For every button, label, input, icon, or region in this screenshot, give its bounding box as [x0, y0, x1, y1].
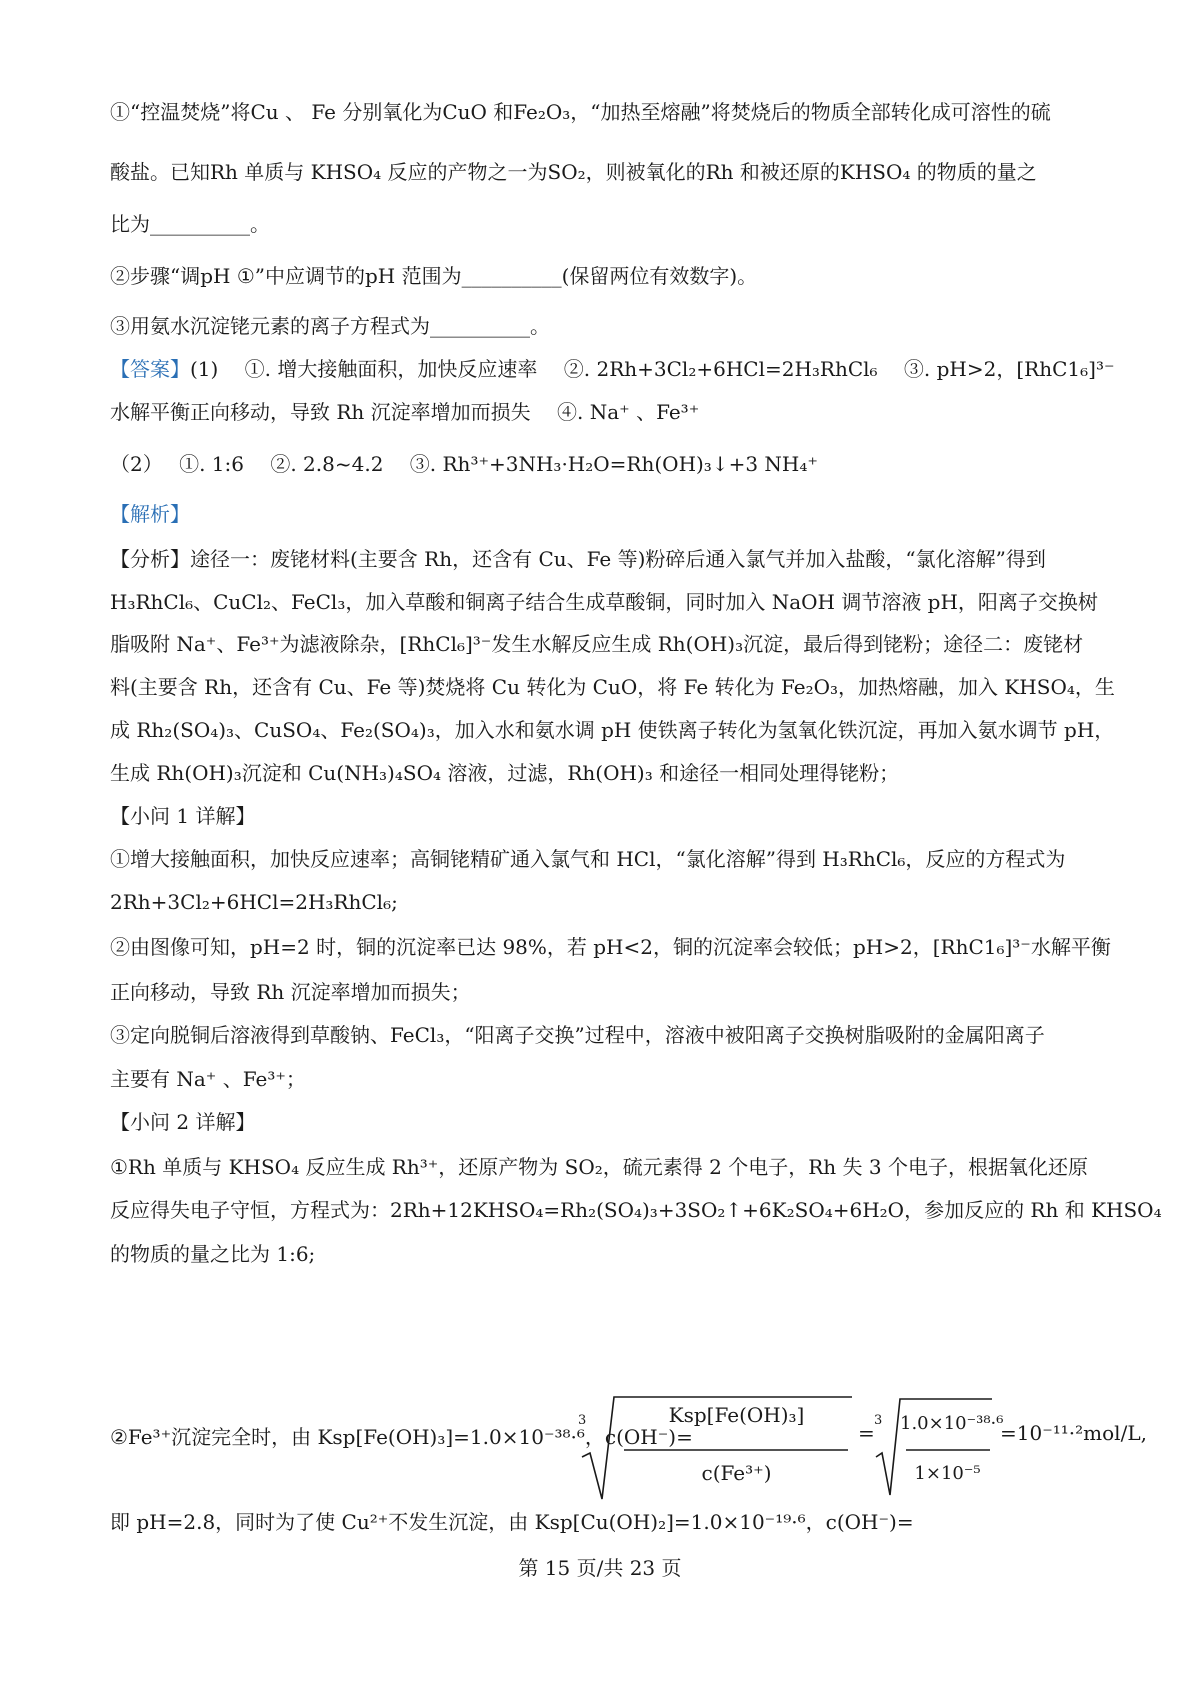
- analysis-line2: H₃RhCl₆、CuCl₂、FeCl₃，加入草酸和铜离子结合生成草酸铜，同时加入 NaOH 调节溶液 pH，阳离子交换树: [110, 590, 1098, 614]
- analysis-line1: 【分析】途径一：废铑材料(主要含 Rh，还含有 Cu、Fe 等)粉碎后通入氯气并加入盐酸，“氯化溶解”得到: [110, 547, 1046, 571]
- analysis-line3: 脂吸附 Na⁺、Fe³⁺为滤液除杂，[RhCl₆]³⁻发生水解反应生成 Rh(OH)₃沉淀，最后得到铑粉；途径二：废铑材: [110, 632, 1084, 656]
- analysis-line5: 成 Rh₂(SO₄)₃、CuSO₄、Fe₂(SO₄)₃，加入水和氨水调 pH 使铁离子转化为氢氧化铁沉淀，再加入氨水调节 pH，: [110, 718, 1115, 742]
- fraction-1-denominator: c(Fe³⁺): [701, 1461, 772, 1485]
- answer-line1: (1) ①. 增大接触面积，加快反应速率 ②. 2Rh+3Cl₂+6HCl=2H₃RhCl₆ ③. pH>2，[RhC1₆]³⁻: [190, 357, 1115, 381]
- fraction-2-denominator: 1×10⁻⁵: [914, 1463, 981, 1484]
- q2-p1-line1: ①“控温焚烧”将Cu 、 Fe 分别氧化为CuO 和Fe₂O₃，“加热至熔融”将焚烧后的物质全部转化成可溶性的硫: [110, 100, 1051, 124]
- q2-p2: ②步骤“调pH ①”中应调节的pH 范围为__________(保留两位有效数字)。: [110, 264, 758, 288]
- s2-line3: 的物质的量之比为 1:6;: [110, 1242, 316, 1266]
- s2-line1: ①Rh 单质与 KHSO₄ 反应生成 Rh³⁺，还原产物为 SO₂，硫元素得 2 个电子，Rh 失 3 个电子，根据氧化还原: [110, 1155, 1088, 1179]
- answer-line2: 水解平衡正向移动，导致 Rh 沉淀率增加而损失 ④. Na⁺ 、Fe³⁺: [110, 400, 700, 424]
- formula-equals: =: [858, 1421, 875, 1445]
- s1-line4: 正向移动，导致 Rh 沉淀率增加而损失；: [110, 980, 471, 1004]
- q2-p1-line3: 比为__________。: [110, 212, 270, 236]
- analysis-line4: 料(主要含 Rh，还含有 Cu、Fe 等)焚烧将 Cu 转化为 CuO，将 Fe 转化为 Fe₂O₃，加热熔融，加入 KHSO₄，生: [110, 675, 1115, 699]
- answer-line3: （2） ①. 1:6 ②. 2.8~4.2 ③. Rh³⁺+3NH₃·H₂O=Rh(OH)₃↓+3 NH₄⁺: [110, 452, 818, 476]
- q2-p3: ③用氨水沉淀铑元素的离子方程式为__________。: [110, 314, 550, 338]
- root-index-2: 3: [874, 1413, 883, 1428]
- s1-line3: ②由图像可知，pH=2 时，铜的沉淀率已达 98%，若 pH<2，铜的沉淀率会较低；pH>2，[RhC1₆]³⁻水解平衡: [110, 935, 1111, 959]
- analysis-label: 【解析】: [110, 502, 190, 526]
- fraction-2-numerator: 1.0×10⁻³⁸·⁶: [900, 1413, 1004, 1434]
- root-index-1: 3: [578, 1413, 587, 1428]
- s1-line5: ③定向脱铜后溶液得到草酸钠、FeCl₃，“阳离子交换”过程中，溶液中被阳离子交换树脂吸附的金属阳离子: [110, 1023, 1045, 1047]
- answer-label: 【答案】: [110, 357, 190, 381]
- formula-result: =10⁻¹¹·²mol/L,: [1000, 1421, 1147, 1445]
- fraction-1-numerator: Ksp[Fe(OH)₃]: [668, 1403, 805, 1427]
- s1-line1: ①增大接触面积，加快反应速率；高铜铑精矿通入氯气和 HCl，“氯化溶解”得到 H₃RhCl₆，反应的方程式为: [110, 847, 1066, 871]
- s1-line6: 主要有 Na⁺ 、Fe³⁺；: [110, 1067, 306, 1091]
- formula-prefix: ②Fe³⁺沉淀完全时，由 Ksp[Fe(OH)₃]=1.0×10⁻³⁸·⁶，c(OH⁻)=: [110, 1425, 693, 1449]
- s2-line2: 反应得失电子守恒，方程式为：2Rh+12KHSO₄=Rh₂(SO₄)₃+3SO₂↑+6K₂SO₄+6H₂O，参加反应的 Rh 和 KHSO₄: [110, 1198, 1162, 1222]
- subquestion-2-title: 【小问 2 详解】: [110, 1110, 256, 1134]
- ksp-formula: [110, 1395, 1147, 1510]
- subquestion-1-title: 【小问 1 详解】: [110, 804, 256, 828]
- page-footer: 第 15 页/共 23 页: [518, 1556, 682, 1580]
- q2-p1-line2: 酸盐。已知Rh 单质与 KHSO₄ 反应的产物之一为SO₂，则被氧化的Rh 和被还原的KHSO₄ 的物质的量之: [110, 160, 1037, 184]
- radical-sign-2: [874, 1395, 1004, 1505]
- s2-line4: 即 pH=2.8，同时为了使 Cu²⁺不发生沉淀，由 Ksp[Cu(OH)₂]=1.0×10⁻¹⁹·⁶，c(OH⁻)=: [110, 1510, 914, 1534]
- s1-line2: 2Rh+3Cl₂+6HCl=2H₃RhCl₆;: [110, 890, 398, 914]
- analysis-line6: 生成 Rh(OH)₃沉淀和 Cu(NH₃)₄SO₄ 溶液，过滤，Rh(OH)₃ 和途径一相同处理得铑粉；: [110, 761, 900, 785]
